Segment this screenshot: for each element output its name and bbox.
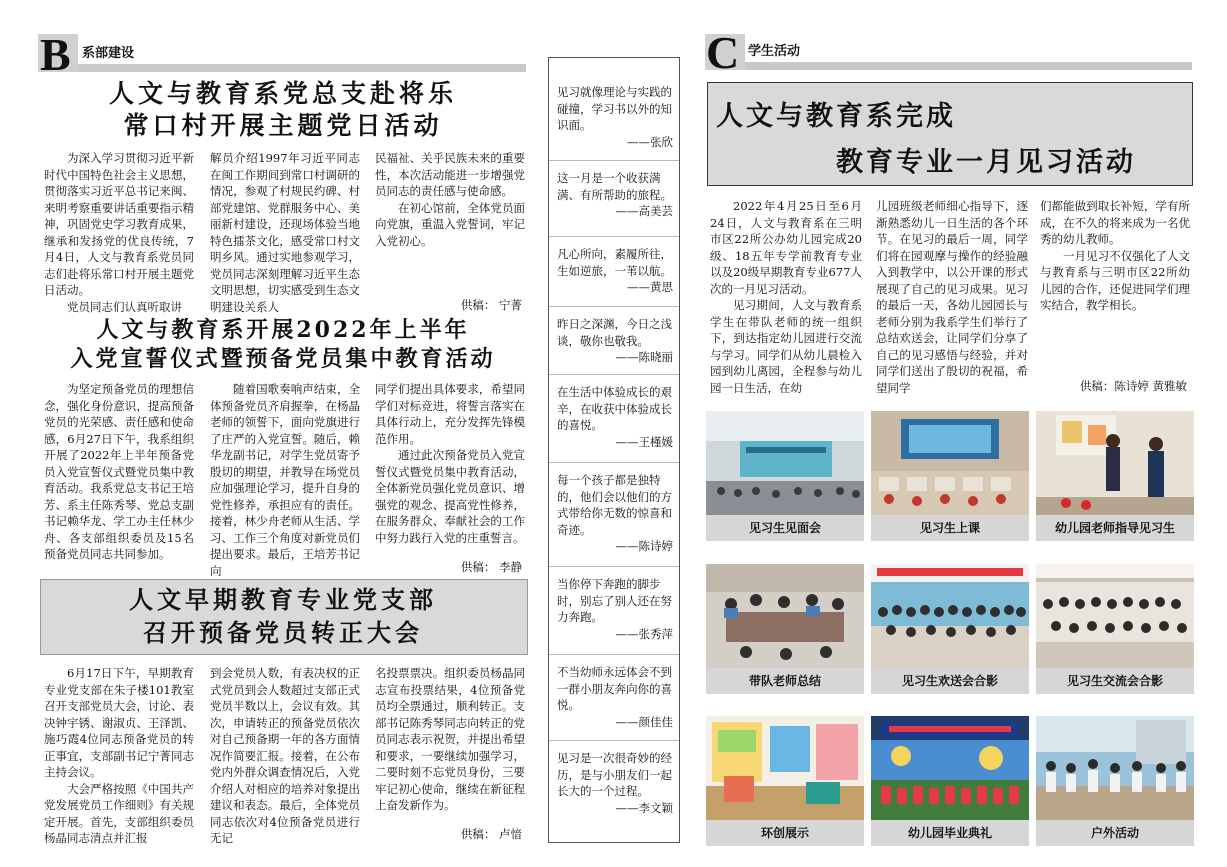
article2-col3 bbox=[375, 381, 525, 561]
article2-para1: 为坚定预备党员的理想信念，强化身份意识，提高预备党员的光荣感、责任感和使命感，6月27日下午，我系组织开展了2022年上半年预备党员入党宣誓仪式暨党员集中教育活动。我系党总支书记王培芳、系主任陈秀琴、党总支副书记赖华龙、学工办主任林少舟、各支部组织委员及15名预备党员同志共同参加。 bbox=[44, 382, 194, 561]
photo-outdoor bbox=[1036, 716, 1194, 820]
photo-caption: 户外活动 bbox=[1036, 820, 1194, 846]
article3-col2 bbox=[210, 665, 360, 847]
quote-text: 昨日之深渊，今日之浅谈，敬你也敬我。 bbox=[557, 317, 672, 348]
photo-teacher-guidance bbox=[1036, 411, 1194, 515]
section-b-bar bbox=[38, 64, 526, 72]
section-c-bar bbox=[706, 62, 1192, 70]
quote-item bbox=[557, 664, 673, 730]
quote-author: ——颜佳佳 bbox=[615, 714, 673, 729]
article3-col1 bbox=[44, 665, 194, 847]
article4-para3: 儿园班级老师细心指导下，逐渐熟悉幼儿一日生活的各个环节。在见习的最后一周，同学们将在园观摩与操作的经验融入到教学中，以公开课的形式展现了自己的见习成果。见习的最后一天，各幼儿园园长与老师分别为我系学生们举行了总结欢送会，让同学们分享了自己的见习感悟与经验，并对同学们送出了殷切的祝福，希望同学 bbox=[876, 199, 1028, 395]
section-c-label: 学生活动 bbox=[748, 44, 801, 59]
photo-caption: 见习生欢送会合影 bbox=[871, 668, 1029, 694]
article4-col3 bbox=[1040, 198, 1190, 328]
quote-text: 当你停下奔跑的脚步时，别忘了别人还在努力奔跑。 bbox=[557, 577, 672, 624]
quote-item bbox=[557, 384, 673, 450]
article2-para4: 通过此次预备党员入党宣誓仪式暨党员集中教育活动，全体新党员强化党员意识、增强党的观念、提高党性修养，在服务群众、奉献社会的工作中努力践行入党的庄重誓言。 bbox=[375, 448, 525, 545]
article3-para3: 到会党员人数，有表决权的正式党员到会人数超过支部正式党员半数以上，会议有效。其次，申请转正的预备党员依次对自己预备期一年的各方面情况作简要汇报。接着，在公布党内外群众调查情况后，入党介绍人对相应的培养对象提出建议和表态。最后，全体党员同志依次对4位预备党员进行无记 bbox=[210, 666, 360, 845]
article2-para3: 同学们提出具体要求，希望同学们对标竞进，将誓言落实在具体行动上，充分发挥先锋模范作用。 bbox=[375, 382, 525, 446]
photo-caption: 环创展示 bbox=[706, 820, 864, 846]
article4-para2: 见习期间，人文与教育系学生在带队老师的统一组织下，到达指定幼儿园进行交流与学习。同学们从幼儿晨检入园到幼儿离园，全程参与幼儿园一日生活，在幼 bbox=[710, 298, 862, 395]
photo-group-photo bbox=[871, 564, 1029, 668]
quote-item bbox=[557, 750, 673, 816]
article1-para5: 在初心馆前，全体党员面向党旗，重温入党誓词，牢记入党初心。 bbox=[375, 200, 525, 248]
article1-title-line1: 人文与教育系党总支赴将乐 bbox=[108, 79, 457, 108]
article1-para2: 党员同志们认真听取讲 bbox=[67, 299, 182, 314]
article4-para4: 们都能做到取长补短，学有所成，在不久的将来成为一名优秀的幼儿教师。 bbox=[1040, 199, 1190, 246]
photo-caption: 见习生上课 bbox=[871, 515, 1029, 541]
quote-author: ——王槿媛 bbox=[615, 434, 673, 449]
quote-text: 这一月是一个收获满满、有所帮助的旅程。 bbox=[557, 171, 672, 202]
article1-title bbox=[40, 78, 526, 142]
quote-divider bbox=[549, 740, 679, 741]
quote-author: ——张秀萍 bbox=[615, 626, 673, 641]
article3-para4: 名投票票决。组织委员杨晶同志宣布投票结果，4位预备党员均全票通过，顺利转正。支部书记陈秀琴同志向转正的党员同志表示祝贺，并提出希望和要求，一要继续加强学习，二要时刻不忘党员身份，三要牢记初心使命，继续在新征程上奋发新作为。 bbox=[375, 666, 525, 812]
photo-caption: 幼儿园老师指导见习生 bbox=[1036, 515, 1194, 541]
article3-credit: 供稿： 卢愔 bbox=[460, 827, 522, 841]
article2-title bbox=[40, 316, 526, 374]
article3-title bbox=[40, 583, 526, 649]
article2-title-line1: 人文与教育系开展2022年上半年 bbox=[96, 317, 470, 343]
photo-classroom bbox=[871, 411, 1029, 515]
quote-divider bbox=[549, 566, 679, 567]
article1-credit: 供稿： 宁菁 bbox=[460, 298, 522, 312]
article1-col3 bbox=[375, 150, 525, 290]
quote-item bbox=[557, 472, 673, 555]
photo-graduation bbox=[871, 716, 1029, 820]
article1-para1: 为深入学习贯彻习近平新时代中国特色社会主义思想，贯彻落实习近平总书记来闽、来明考察重要讲话重要指示精神，巩固党史学习教育成果，继承和发扬党的优良传统，7月4日，人文与教育系党员同志们赴将乐常口村开展主题党日活动。 bbox=[44, 151, 194, 297]
quote-divider bbox=[549, 462, 679, 463]
photo-summary bbox=[706, 564, 864, 668]
quote-divider bbox=[549, 374, 679, 375]
quote-text: 每一个孩子都是独特的，他们会以他们的方式带给你无数的惊喜和奇迹。 bbox=[557, 473, 672, 537]
article4-col1 bbox=[710, 198, 862, 396]
quote-item bbox=[557, 170, 673, 220]
quotes-sidebar bbox=[548, 57, 680, 843]
quote-text: 见习是一次很奇妙的经历，是与小朋友们一起长大的一个过程。 bbox=[557, 751, 672, 798]
quote-author: ——高美芸 bbox=[615, 204, 673, 218]
quote-item bbox=[557, 316, 673, 366]
quote-author: ——陈诗婷 bbox=[615, 539, 673, 553]
article4-col2 bbox=[876, 198, 1028, 396]
article1-col2 bbox=[210, 150, 360, 315]
quote-text: 在生活中体验成长的艰辛，在收获中体验成长的喜悦。 bbox=[557, 385, 672, 432]
section-c-letter: C bbox=[706, 27, 740, 78]
article2-title-line2: 入党宣誓仪式暨预备党员集中教育活动 bbox=[70, 346, 496, 372]
quote-item bbox=[557, 246, 673, 296]
quote-text: 凡心所向，素履所往，生如逆旅，一苇以航。 bbox=[557, 247, 672, 278]
article3-para2: 大会严格按照《中国共产党发展党员工作细则》有关规定开展。首先，支部组织委员杨晶同志清点并汇报 bbox=[44, 781, 194, 845]
article1-col1 bbox=[44, 150, 194, 315]
article2-col2 bbox=[210, 381, 360, 579]
photo-caption: 幼儿园毕业典礼 bbox=[871, 820, 1029, 846]
article4-para1: 2022年4月25日至6月24日，人文与教育系在三明市区22所公办幼儿园完成20级、18五年专学前教育专业以及20级早期教育专业677人次的一月见习活动。 bbox=[710, 199, 862, 296]
photo-caption: 带队老师总结 bbox=[706, 668, 864, 694]
article1-para3: 解员介绍1997年习近平同志在闽工作期间到常口村调研的情况，参观了村规民约碑、村部党建馆、党群服务中心、美丽新村建设，还现场体验当地特色擂茶文化，感受常口村文明乡风。通过实地参观学习，党员同志深刻理解习近平生态文明思想，切实感受到生态文明建设关系人 bbox=[210, 151, 360, 314]
article2-para2: 随着国歌奏响声结束，全体预备党员齐肩握拳，在杨晶老师的领誓下，面向党旗进行了庄严的入党宣誓。随后，赖华龙副书记，对学生党员寄予殷切的期望，并教导在场党员应加强理论学习，提升自身的党性修养，承担应有的责任。接着，林少舟老师从生活、学习、工作三个角度对新党员们提出要求。最后，王培芳书记向 bbox=[210, 382, 360, 578]
article4-title-line1: 人文与教育系完成 bbox=[716, 101, 956, 132]
quote-author: ——李文颖 bbox=[615, 800, 673, 815]
quote-text: 不当幼师永远体会不到一群小朋友奔向你的喜悦。 bbox=[557, 665, 672, 712]
article4-credit: 供稿：陈诗婷 黄雅敏 bbox=[1079, 379, 1187, 393]
quote-author: ——黄思 bbox=[627, 280, 673, 294]
section-b-letter: B bbox=[40, 29, 71, 80]
section-b-label: 系部建设 bbox=[82, 46, 135, 61]
article4-title-line2: 教育专业一月见习活动 bbox=[836, 147, 1136, 178]
photo-exchange-group bbox=[1036, 564, 1194, 668]
photo-meeting-hall bbox=[706, 411, 864, 515]
quote-text: 见习就像理论与实践的碰撞，学习书以外的知识面。 bbox=[557, 85, 672, 132]
article2-credit: 供稿： 李静 bbox=[460, 560, 522, 574]
quote-item bbox=[557, 576, 673, 642]
quote-author: ——陈晓丽 bbox=[615, 350, 673, 364]
quote-divider bbox=[549, 160, 679, 161]
photo-display bbox=[706, 716, 864, 820]
quote-divider bbox=[549, 654, 679, 655]
quote-divider bbox=[549, 306, 679, 307]
quote-item bbox=[557, 84, 673, 150]
quote-author: ——张欣 bbox=[627, 134, 673, 149]
photo-caption: 见习生交流会合影 bbox=[1036, 668, 1194, 694]
article1-title-line2: 常口村开展主题党日活动 bbox=[123, 111, 443, 140]
article3-title-line2: 召开预备党员转正大会 bbox=[143, 618, 423, 647]
article1-para4: 民福祉、关乎民族未来的重要性，本次活动能进一步增强党员同志的责任感与使命感。 bbox=[375, 151, 525, 198]
article3-col3 bbox=[375, 665, 525, 815]
article4-para5: 一月见习不仅强化了人文与教育系与三明市区22所幼儿园的合作，还促进同学们理实结合，教学相长。 bbox=[1040, 248, 1190, 312]
photo-caption: 见习生见面会 bbox=[706, 515, 864, 541]
article2-col1 bbox=[44, 381, 194, 579]
quote-divider bbox=[549, 236, 679, 237]
article3-title-line1: 人文早期教育专业党支部 bbox=[129, 585, 437, 614]
article3-para1: 6月17日下午，早期教育专业党支部在朱子楼101教室召开支部党员大会，讨论、表决钟宇锈、谢淑贞、王泽凯、施巧霞4位同志预备党员的转正事宜，支部副书记宁菁同志主持会议。 bbox=[44, 666, 194, 779]
